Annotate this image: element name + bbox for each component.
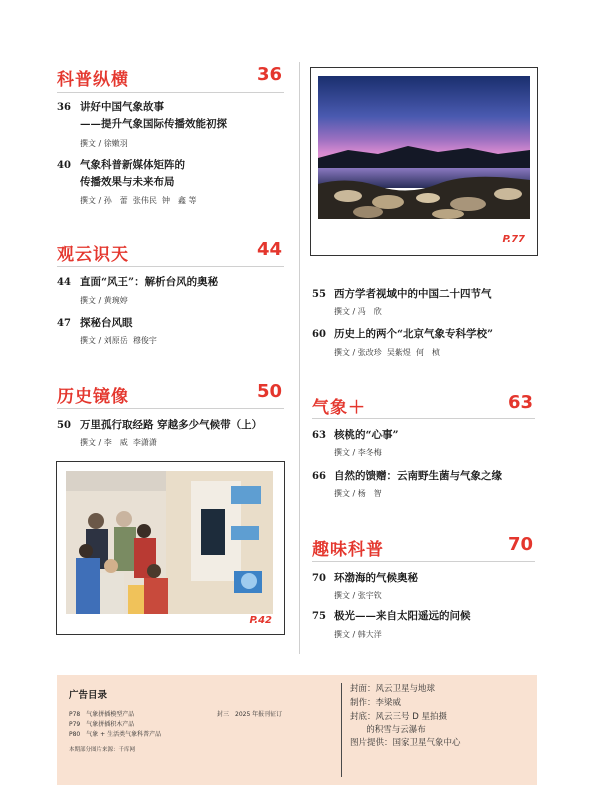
article-title[interactable]: 极光——来自太阳遥远的问候 [334,610,471,622]
section-page-quwei: 70 [507,534,533,555]
section-divider [312,561,535,562]
article-number: 75 [312,611,326,622]
article-title[interactable]: 讲好中国气象故事 [80,101,164,113]
ad-item[interactable]: P80 气象 + 生活类气象科普产品 [69,731,162,738]
article-number: 47 [57,318,71,329]
article-author: 撰文 / 李冬梅 [334,448,382,457]
aurora-photo-frame[interactable] [310,67,538,256]
article-author: 撰文 / 黄琬婷 [80,296,128,305]
article-title[interactable]: 直面“风王”：解析台风的奥秘 [80,276,219,288]
section-title-qixiang-plus: 气象＋ [312,398,366,418]
section-page-guanyun: 44 [256,239,282,260]
photo-page-label: P.77 [502,234,525,245]
photo-page-label: P.42 [249,615,272,626]
article-number: 36 [57,102,71,113]
article-title[interactable]: 历史上的两个“北京气象专科学校” [334,328,494,340]
article-author: 撰文 / 韩大洋 [334,630,382,639]
section-title-kepu: 科普纵横 [57,70,129,90]
exhibition-photo [66,471,273,614]
section-divider [57,266,284,267]
section-title-quwei: 趣味科普 [312,540,384,560]
ad-item[interactable]: 封三 2025 年报刊征订 [217,711,283,718]
cover-info-line: 的积雪与云瀑布 [350,725,426,735]
cover-info-line: 封底：风云三号 D 星拍摄 [350,712,447,722]
cover-info-line: 封面：风云卫星与地球 [350,684,436,694]
article-subtitle[interactable]: ——提升气象国际传播效能初探 [80,118,227,130]
section-page-qixiang-plus: 63 [507,392,533,413]
article-number: 50 [57,420,71,431]
article-subtitle[interactable]: 传播效果与未来布局 [80,176,175,188]
column-divider [299,62,300,654]
article-title[interactable]: 西方学者视域中的中国二十四节气 [334,288,492,300]
article-title[interactable]: 核桃的“心事” [334,429,399,441]
article-title[interactable]: 自然的馈赠：云南野生菌与气象之缘 [334,470,502,482]
article-number: 40 [57,160,71,171]
article-author: 撰文 / 刘原岳 穆俊宇 [80,336,157,345]
ad-item[interactable]: P79 气象拼插积木产品 [69,721,135,728]
aurora-photo [318,76,530,219]
cover-info-divider [341,683,342,777]
article-number: 70 [312,573,326,584]
section-title-lishi: 历史镜像 [57,387,129,407]
article-author: 撰文 / 张宇钦 [334,591,382,600]
section-divider [57,408,284,409]
section-divider [312,418,535,419]
section-page-lishi: 50 [256,381,282,402]
cover-info-line: 制作：李梁威 [350,698,402,708]
article-title[interactable]: 万里孤行取经路 穿越多少气候带（上） [80,419,263,431]
article-author: 撰文 / 孙 蕾 张伟民 钟 鑫 等 [80,196,197,205]
article-title[interactable]: 探秘台风眼 [80,317,133,329]
ad-directory-box [57,675,537,785]
image-source-note: 本期部分图片来源：千库网 [69,747,136,753]
ad-item[interactable]: P78 气象拼插模型产品 [69,711,135,718]
article-number: 66 [312,471,326,482]
exhibition-photo-frame[interactable] [56,461,285,635]
article-author: 撰文 / 徐嫩羽 [80,139,128,148]
cover-info-line: 图片提供：国家卫星气象中心 [350,738,461,748]
article-author: 撰文 / 李 威 李潇潇 [80,438,157,447]
article-number: 55 [312,289,326,300]
article-title[interactable]: 环渤海的气候奥秘 [334,572,418,584]
article-number: 63 [312,430,326,441]
article-author: 撰文 / 张改珍 吴紫煜 何 桢 [334,348,440,357]
section-title-guanyun: 观云识天 [57,245,129,265]
section-page-kepu: 36 [256,64,282,85]
section-divider [57,92,284,93]
article-author: 撰文 / 杨 智 [334,489,382,498]
article-title[interactable]: 气象科普新媒体矩阵的 [80,159,185,171]
article-number: 60 [312,329,326,340]
article-author: 撰文 / 冯 欣 [334,307,382,316]
ad-directory-title: 广告目录 [69,690,108,701]
article-number: 44 [57,277,71,288]
